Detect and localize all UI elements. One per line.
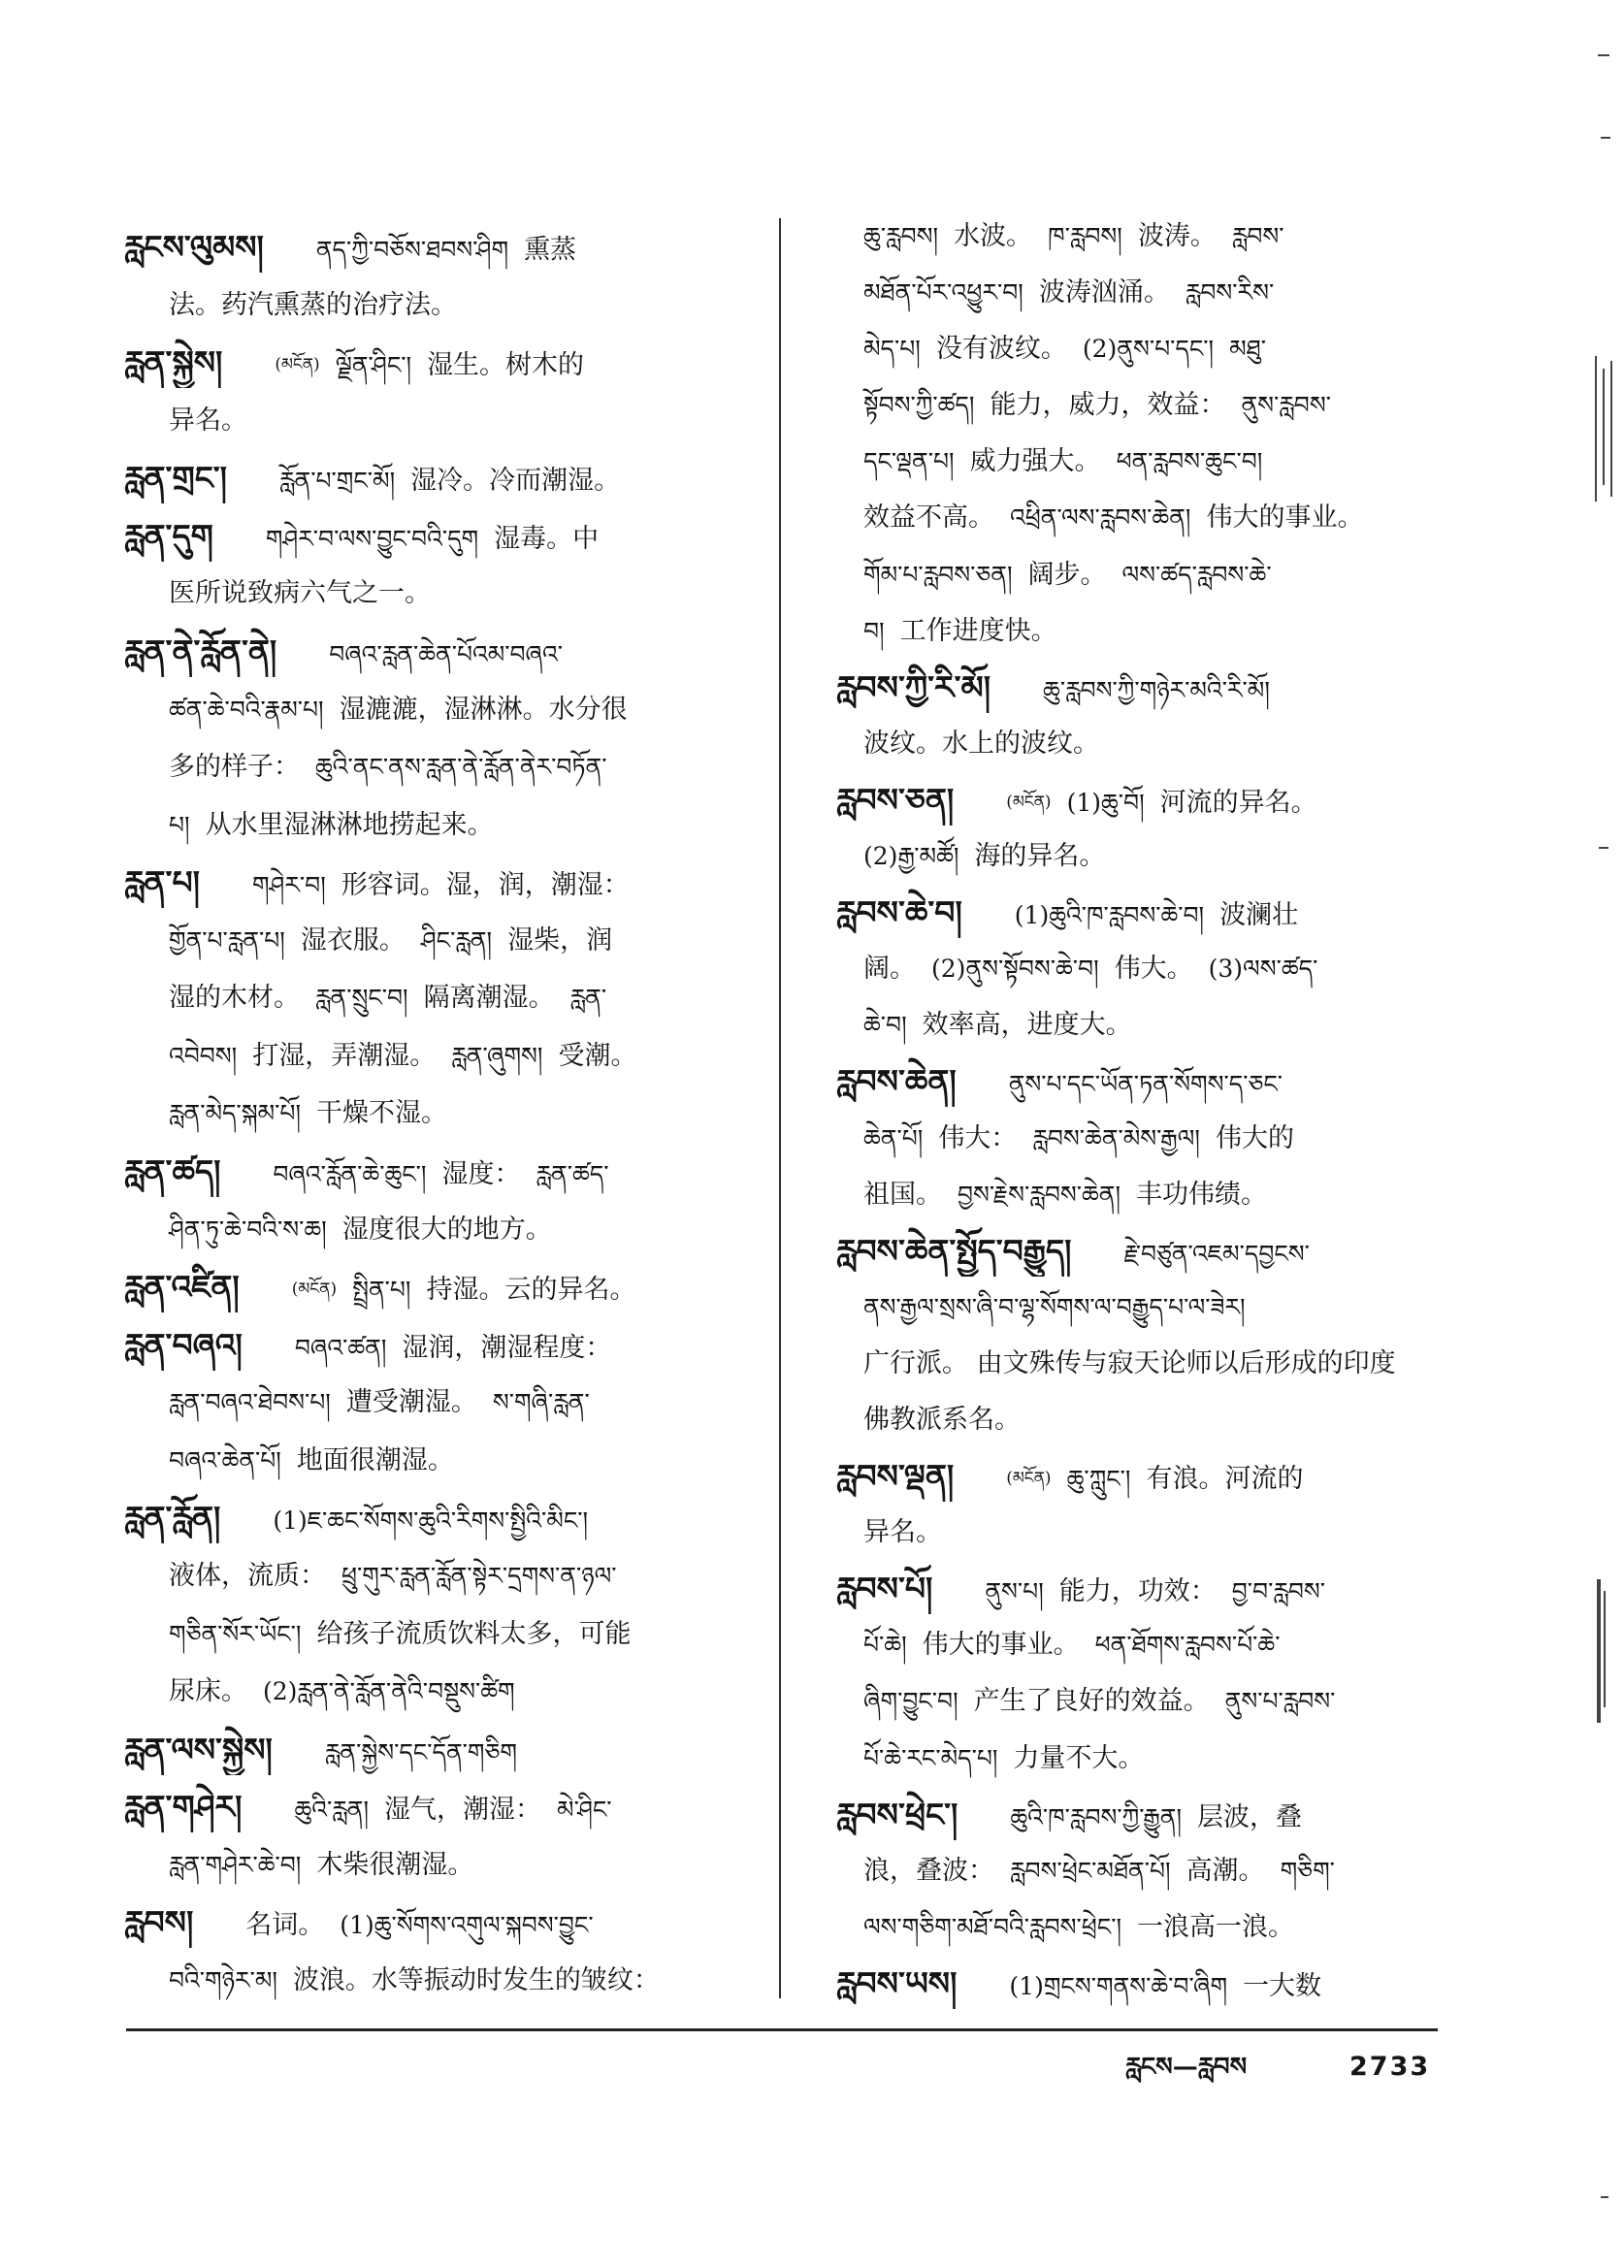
chinese-text: 木柴很潮湿。 — [316, 1849, 474, 1880]
tibetan-text: ཕན་རླབས་ཆུང་བ། — [1116, 447, 1263, 476]
entry-line — [836, 1620, 1436, 1670]
entry-line — [836, 1790, 1436, 1840]
tibetan-text: ཤིན་ཏུ་ཆེ་བའི་ས་ཆ། — [169, 1215, 327, 1244]
chinese-text: 形容词。湿，润，潮湿： — [341, 870, 630, 901]
entry-headword: རླན་འཛིན། — [124, 1268, 240, 1307]
entry-line — [124, 280, 757, 331]
entry-line — [124, 338, 757, 388]
tibetan-text: འཕྲིན་ལས་རླབས་ཆེན། — [1010, 503, 1191, 533]
entry-line — [836, 1056, 1436, 1107]
chinese-text: 阔。 — [863, 954, 916, 985]
entry-headword: རླན་གཤེར། — [124, 1788, 243, 1827]
chinese-text: 高潮。 — [1186, 1855, 1265, 1886]
tibetan-text: ལྗོན་ཤིང་། — [335, 351, 412, 380]
tibetan-text: གཅིན་སོར་ཡོང་། — [169, 1619, 302, 1648]
entry-line — [836, 324, 1436, 374]
entry-headword: རླན་ནེ་རློན་ནེ། — [124, 632, 277, 670]
tibetan-text: འབེབས། — [169, 1041, 238, 1070]
entry-line — [836, 211, 1436, 262]
tibetan-text: བཞའ་ཆེན་པོ། — [169, 1445, 281, 1474]
entry-headword: རླབས་ཆེན་སྤྱོད་བརྒྱུད། — [836, 1231, 1072, 1270]
chinese-text: 遭受潮湿。 — [345, 1387, 477, 1418]
tibetan-text: སྟོབས་ཀྱི་ཚད། — [863, 391, 975, 420]
entry-line — [836, 1564, 1436, 1614]
entry-line — [124, 1667, 757, 1717]
chinese-text: 隔离潮湿。 — [423, 983, 555, 1014]
tibetan-text: ཆེན་པོ། — [863, 1123, 924, 1152]
chinese-text: 湿的木材。 — [169, 983, 300, 1014]
tibetan-text: ཕན་ཐོགས་རླབས་པོ་ཆེ་ — [1094, 1631, 1281, 1660]
entry-line — [124, 1725, 757, 1775]
entry-line — [124, 1551, 757, 1602]
footer-rule — [126, 2028, 1438, 2031]
entry-line — [836, 1451, 1436, 1502]
tibetan-text: རླབས་རིས་ — [1185, 278, 1275, 308]
chinese-text: 一浪高一浪。 — [1137, 1911, 1295, 1942]
chinese-text: 工作进度快。 — [899, 615, 1057, 646]
tibetan-text: གོམ་པ་རླབས་ཅན། — [863, 560, 1013, 589]
tibetan-text: རློན་པ་གྲང་མོ། — [279, 467, 396, 496]
entry-line — [836, 831, 1436, 882]
chinese-text: 阔步。 — [1027, 559, 1107, 590]
tibetan-text: (2)ནུས་སྟོབས་ཆེ་བ། — [931, 955, 1099, 984]
entry-line — [124, 800, 757, 851]
chinese-text: 伟大的事业。 — [922, 1630, 1080, 1661]
entry-line — [836, 380, 1436, 431]
chinese-text: 湿生。树木的 — [427, 350, 585, 381]
chinese-text: 从水里湿淋淋地捞起来。 — [205, 809, 494, 840]
tibetan-text: ཆུའི་རླན། — [294, 1796, 370, 1825]
entry-line — [836, 775, 1436, 826]
tibetan-text: (1)ཆུ་སོགས་འགུལ་སྐབས་བྱུང་ — [340, 1911, 594, 1940]
tibetan-text: བྱས་རྗེས་རླབས་ཆེན། — [958, 1180, 1121, 1209]
entry-headword: རླབས་ཆེན། — [836, 1062, 957, 1101]
entry-headword: རླངས་ལུམས། — [124, 228, 264, 266]
tibetan-text: བཞའ་རླན་ཆེན་པོའམ་བཞའ་ — [329, 639, 564, 668]
tibetan-text: དང་ལྡན་པ། — [863, 447, 955, 476]
tibetan-text: ཆུ་རླབས། — [863, 222, 939, 250]
right-column — [836, 211, 1436, 2009]
tibetan-text: (3)ལས་ཚད་ — [1208, 955, 1318, 984]
chinese-text: 湿毒。中 — [494, 523, 600, 554]
column-divider — [779, 218, 781, 1998]
tibetan-text: ཆུའི་ཁ་རླབས་ཀྱི་རྒྱུན། — [1010, 1802, 1183, 1831]
chinese-text: 力量不大。 — [1013, 1742, 1145, 1773]
tibetan-text: རླན་མེད་སྐམ་པོ། — [169, 1099, 302, 1128]
entry-line — [836, 268, 1436, 318]
entry-line — [124, 1377, 757, 1428]
tibetan-text: ལས་ཚད་རླབས་ཆེ་ — [1121, 560, 1272, 589]
entry-line — [836, 1114, 1436, 1164]
entry-headword: རླན་སྐྱེས། — [124, 343, 223, 382]
entry-headword: རླབས་ལྡན། — [836, 1457, 955, 1496]
chinese-text: 海的异名。 — [974, 841, 1106, 872]
chinese-text: 持湿。云的异名。 — [426, 1275, 636, 1306]
tibetan-text: (མངོན) — [1006, 1469, 1052, 1489]
tibetan-text: བྱ་བ་རླབས་ — [1231, 1577, 1326, 1606]
tibetan-text: ཆུ་རླབས་ཀྱི་གཉེར་མའི་རི་མོ། — [1043, 675, 1270, 704]
page-number: 2733 — [1349, 2052, 1431, 2082]
running-head — [1125, 2043, 1247, 2091]
chinese-text: 湿衣服。 — [300, 924, 406, 956]
chinese-text: 威力强大。 — [969, 446, 1101, 477]
scan-artifact — [1598, 54, 1609, 56]
chinese-text: 祖国。 — [863, 1179, 942, 1210]
chinese-text: 能力，功效： — [1058, 1576, 1217, 1607]
chinese-text: 湿度很大的地方。 — [341, 1214, 552, 1245]
entry-line — [836, 944, 1436, 994]
tibetan-text: མེ་ཤིང་ — [557, 1796, 612, 1825]
entry-line — [836, 888, 1436, 938]
tibetan-text: མཐུ་ — [1229, 335, 1266, 364]
entry-line — [836, 1226, 1436, 1277]
tibetan-text: (1)ཆུ་བོ། — [1066, 788, 1145, 817]
chinese-text: 伟大。 — [1114, 954, 1193, 985]
chinese-text: 湿漉漉，湿淋淋。水分很 — [339, 694, 628, 725]
tibetan-text: ཤིང་རླན། — [420, 925, 493, 955]
scan-artifact — [1601, 2196, 1608, 2198]
entry-line — [836, 1733, 1436, 1784]
chinese-text: 波澜壮 — [1219, 900, 1299, 931]
chinese-text: 医所说致病六气之一。 — [169, 578, 431, 609]
tibetan-text: ནུས་པ་རླབས་ — [1224, 1687, 1336, 1716]
chinese-text: 波涛。 — [1137, 221, 1217, 251]
chinese-text: 伟大的事业。 — [1206, 502, 1364, 534]
chinese-text: 名词。 — [245, 1910, 325, 1941]
chinese-text: 干燥不湿。 — [316, 1098, 448, 1129]
chinese-text: 法。药汽熏蒸的治疗法。 — [169, 289, 457, 320]
entry-line — [124, 1262, 757, 1312]
entry-headword: རླབས་ཀྱི་རི་མོ། — [836, 667, 991, 706]
tibetan-text: རླན་ཚད་ — [536, 1160, 609, 1188]
entry-line — [124, 1493, 757, 1543]
chinese-text: 伟大的 — [1215, 1122, 1294, 1153]
tibetan-text: པོ་ཆེ་རང་མེད་པ། — [863, 1743, 998, 1772]
entry-line — [836, 663, 1436, 713]
tibetan-text: ནས་རྒྱལ་སྲས་ཞི་བ་ལྷ་སོགས་ལ་བརྒྱུད་པ་ལ་ཟེར། — [863, 1292, 1246, 1321]
scan-artifact — [1604, 1591, 1606, 1707]
scan-artifact — [1595, 356, 1597, 502]
tibetan-text: པོ་ཆེ། — [863, 1631, 907, 1660]
entry-line — [836, 719, 1436, 769]
entry-line — [836, 550, 1436, 600]
tibetan-text: (2)རྒྱ་མཚོ། — [863, 842, 959, 871]
entry-headword: རླན་དུག — [124, 516, 213, 555]
tibetan-text: ལས་གཅིག་མཐོ་བའི་རླབས་ཕྲེང་། — [863, 1912, 1122, 1941]
chinese-text: 水波。 — [954, 221, 1033, 251]
running-head-dash: — — [1172, 2053, 1198, 2082]
tibetan-text: པ། — [169, 810, 190, 839]
chinese-text: 效率高，进度大。 — [922, 1010, 1132, 1041]
entry-line — [124, 685, 757, 735]
tibetan-text: ཆུ་ཀླུང་། — [1066, 1465, 1131, 1494]
chinese-text: 湿润，潮湿程度： — [402, 1332, 612, 1363]
tibetan-text: གྱོན་པ་རླན་པ། — [169, 925, 285, 955]
entry-line — [124, 1147, 757, 1197]
tibetan-text: (མངོན) — [291, 1280, 338, 1300]
entry-line — [124, 453, 757, 503]
entry-headword: རླན་རློན། — [124, 1499, 221, 1538]
entry-headword: རླབས་པོ། — [836, 1570, 933, 1608]
entry-line — [124, 511, 757, 562]
entry-headword: རླབས་ཕྲེང་། — [836, 1795, 958, 1833]
entry-line — [836, 606, 1436, 657]
tibetan-text: ཁ་རླབས། — [1048, 222, 1122, 250]
entry-headword: རླབས། — [124, 1903, 194, 1942]
tibetan-text: ཚན་ཆེ་བའི་རྣམ་པ། — [169, 695, 324, 724]
tibetan-text: (2)རླན་ནེ་རློན་ནེའི་བསྡུས་ཚིག — [263, 1677, 515, 1706]
entry-line — [836, 1902, 1436, 1953]
tibetan-text: རླབས་ — [1231, 222, 1284, 250]
chinese-text: 产生了良好的效益。 — [973, 1686, 1210, 1717]
tibetan-text: བཞའ་རློན་ཆེ་ཆུང་། — [273, 1160, 427, 1188]
entry-line — [124, 1897, 757, 1948]
chinese-text: 地面很潮湿。 — [296, 1444, 454, 1475]
chinese-text: 给孩子流质饮料太多，可能 — [316, 1618, 632, 1649]
chinese-text: 湿度： — [441, 1159, 521, 1189]
entry-line — [836, 1959, 1436, 2009]
chinese-text: 异名。 — [863, 1517, 942, 1548]
tibetan-text: གཤེར་བ་ལས་བྱུང་བའི་དུག — [265, 524, 479, 553]
scan-artifact — [1599, 847, 1608, 849]
running-head-start: རླངས — [1125, 2053, 1173, 2082]
entry-line — [124, 916, 757, 966]
chinese-text: 波涛汹涌。 — [1038, 277, 1170, 308]
chinese-text: 波纹。水上的波纹。 — [863, 728, 1099, 759]
tibetan-text: ཆུའི་ནང་ནས་རླན་ནེ་རློན་ནེར་བཏོན་ — [315, 753, 607, 782]
tibetan-text: ཞིག་བྱུང་བ། — [863, 1687, 958, 1716]
scan-artifact — [1597, 1579, 1601, 1723]
chinese-text: 湿气，潮湿： — [384, 1795, 542, 1826]
entry-headword: རླབས་ཅན། — [836, 780, 955, 819]
tibetan-text: (2)ནུས་པ་དང་། — [1082, 335, 1215, 364]
tibetan-text: རླན་ཞུགས། — [451, 1041, 543, 1070]
tibetan-text: ནུས་རླབས་ — [1241, 391, 1331, 420]
entry-headword: རླབས་ཡས། — [836, 1963, 958, 2002]
entry-line — [124, 1088, 757, 1139]
entry-line — [836, 1339, 1436, 1389]
tibetan-text: རླན་སྲུང་བ། — [315, 984, 408, 1013]
entry-line — [124, 627, 757, 677]
entry-line — [836, 1282, 1436, 1333]
tibetan-text: ཕྲུ་གུར་རླན་རློན་སྟེར་དྲགས་ན་ཉལ་ — [341, 1561, 617, 1590]
chinese-text: 广行派。 由文殊传与寂天论师以后形成的印度 — [863, 1347, 1396, 1378]
entry-line — [124, 1436, 757, 1486]
entry-headword: རླན་བཞའ། — [124, 1325, 243, 1364]
chinese-text: 河流的异名。 — [1159, 787, 1317, 818]
tibetan-text: རླབས་ཆེན་མེས་རྒྱལ། — [1032, 1123, 1200, 1152]
chinese-text: 受潮。 — [558, 1040, 637, 1071]
entry-line — [124, 1782, 757, 1832]
chinese-text: 打湿，弄潮湿。 — [252, 1040, 437, 1071]
tibetan-text: ནད་ཀྱི་བཅོས་ཐབས་ཤིག — [315, 236, 509, 264]
chinese-text: 熏蒸 — [524, 235, 577, 265]
scan-artifact — [1610, 361, 1612, 497]
tibetan-text: གཅིག་ — [1280, 1856, 1335, 1885]
tibetan-text: བ། — [863, 616, 885, 645]
entry-line — [836, 1395, 1436, 1445]
tibetan-text: ཆེ་བ། — [863, 1011, 907, 1040]
entry-line — [124, 222, 757, 273]
chinese-text: 伟大： — [938, 1122, 1018, 1153]
chinese-text: 湿冷。冷而潮湿。 — [410, 466, 621, 497]
chinese-text: 液体，流质： — [169, 1560, 326, 1591]
tibetan-text: མཐོན་པོར་འཕྱུར་བ། — [863, 278, 1023, 308]
tibetan-text: ས་གཞི་རླན་ — [492, 1388, 590, 1417]
tibetan-text: རླན་བཞའ་ཐེབས་པ། — [169, 1388, 331, 1417]
entry-line — [836, 1507, 1436, 1558]
entry-line — [124, 1609, 757, 1660]
chinese-text: 湿柴，润 — [507, 924, 613, 956]
tibetan-text: རླན་གཤེར་ཆེ་བ། — [169, 1850, 302, 1879]
tibetan-text: རྗེ་བཙུན་འཇམ་དབྱངས་ — [1123, 1239, 1310, 1268]
tibetan-text: (1)ཆུའི་ཁ་རླབས་ཆེ་བ། — [1014, 901, 1205, 930]
chinese-text: 波浪。水等振动时发生的皱纹： — [292, 1964, 660, 1995]
chinese-text: 效益不高。 — [863, 502, 994, 534]
entry-headword: རླན་ལས་སྐྱེས། — [124, 1730, 273, 1768]
entry-line — [124, 973, 757, 1023]
tibetan-text: (མངོན) — [275, 355, 320, 375]
left-column — [124, 222, 757, 2006]
scan-artifact — [1603, 369, 1605, 485]
tibetan-text: (མངོན) — [1006, 792, 1052, 812]
chinese-text: 一大数 — [1243, 1970, 1322, 2001]
tibetan-text: (1)གྲངས་གནས་ཆེ་བ་ཞིག — [1009, 1971, 1228, 2000]
chinese-text: 多的样子： — [169, 752, 300, 783]
entry-headword: རླན་པ། — [124, 863, 200, 902]
entry-line — [124, 1320, 757, 1371]
tibetan-text: རླབས་ཕྲེང་མཐོན་པོ། — [1010, 1856, 1171, 1885]
tibetan-text: རླན་སྐྱེས་དང་དོན་གཅིག — [324, 1737, 517, 1766]
entry-line — [836, 1846, 1436, 1896]
tibetan-text: ནུས་པ་དང་ཡོན་ཏན་སོགས་ད་ཅང་ — [1008, 1070, 1283, 1099]
entry-line — [124, 742, 757, 793]
chinese-text: 佛教派系名。 — [863, 1404, 1021, 1435]
entry-line — [124, 1031, 757, 1082]
chinese-text: 浪，叠波： — [863, 1855, 994, 1886]
entry-line — [124, 858, 757, 908]
entry-line — [124, 1840, 757, 1891]
entry-line — [124, 396, 757, 446]
entry-headword: རླབས་ཆེ་བ། — [836, 893, 962, 932]
tibetan-text: བཞའ་ཚན། — [294, 1333, 387, 1362]
running-head-end: རླབས — [1197, 2053, 1248, 2082]
entry-headword: རླན་ཚད། — [124, 1152, 221, 1190]
chinese-text: 没有波纹。 — [935, 334, 1067, 365]
chinese-text: 有浪。河流的 — [1146, 1464, 1304, 1495]
entry-line — [124, 568, 757, 619]
entry-line — [124, 1205, 757, 1255]
chinese-text: 层波，叠 — [1197, 1801, 1303, 1832]
entry-line — [836, 1170, 1436, 1220]
chinese-text: 丰功伟绩。 — [1136, 1179, 1268, 1210]
entry-line — [836, 437, 1436, 487]
scan-artifact — [1601, 137, 1610, 139]
chinese-text: 异名。 — [169, 405, 247, 436]
chinese-text: 尿床。 — [169, 1676, 247, 1707]
entry-line — [124, 1956, 757, 2006]
tibetan-text: གཤེར་བ། — [251, 871, 326, 900]
tibetan-text: མེད་པ། — [863, 335, 921, 364]
entry-line — [836, 1676, 1436, 1727]
tibetan-text: རླན་ — [569, 984, 607, 1013]
tibetan-text: སྤྲིན་པ། — [352, 1276, 411, 1305]
entry-line — [836, 493, 1436, 543]
tibetan-text: (1)ཇ་ཆང་སོགས་ཆུའི་རིགས་སྤྱིའི་མིང་། — [273, 1507, 589, 1536]
entry-line — [836, 1000, 1436, 1051]
tibetan-text: ནུས་པ། — [985, 1577, 1044, 1606]
entry-headword: རླན་གྲང་། — [124, 459, 227, 498]
tibetan-text: བའི་གཉེར་མ། — [169, 1965, 277, 1994]
chinese-text: 能力，威力，效益： — [990, 390, 1226, 421]
